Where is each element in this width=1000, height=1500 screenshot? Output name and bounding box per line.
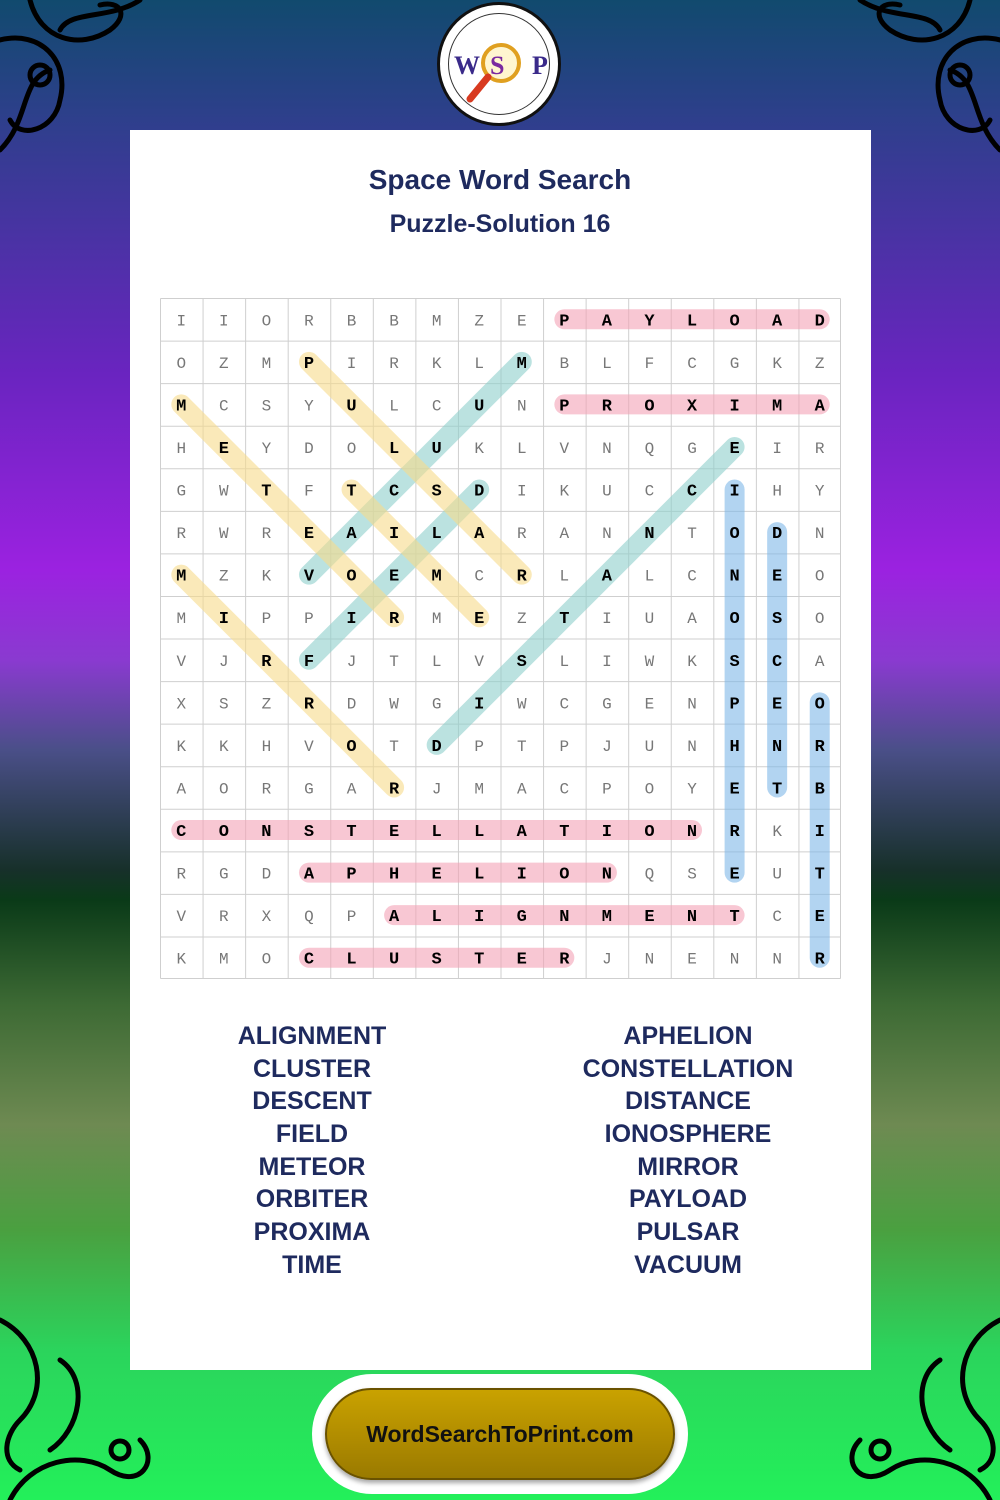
grid-cell: C: [303, 950, 315, 970]
grid-cell: C: [687, 354, 697, 373]
grid-cell: N: [516, 397, 527, 416]
grid-cell: G: [176, 482, 187, 501]
word-list-item: PROXIMA: [253, 1218, 371, 1247]
grid-cell: U: [431, 439, 442, 459]
grid-cell: E: [516, 950, 527, 970]
grid-cell: G: [304, 780, 314, 799]
grid-cell: O: [261, 950, 272, 969]
grid-cell: N: [559, 908, 570, 928]
grid-cell: E: [388, 567, 400, 587]
grid-cell: R: [176, 865, 187, 884]
grid-cell: D: [346, 695, 357, 714]
grid-cell: O: [729, 312, 740, 332]
word-list-item: PAYLOAD: [628, 1185, 748, 1214]
grid-cell: W: [389, 695, 399, 714]
grid-cell: O: [644, 780, 655, 799]
grid-cell: Z: [261, 695, 272, 714]
grid-cell: E: [687, 950, 697, 969]
grid-cell: O: [261, 312, 272, 331]
grid-cell: W: [644, 652, 655, 671]
grid-cell: R: [814, 439, 825, 458]
grid-cell: A: [388, 908, 400, 928]
grid-cell: S: [772, 610, 783, 630]
grid-cell: K: [219, 737, 229, 756]
grid-cell: D: [304, 439, 314, 458]
grid-cell: P: [559, 312, 570, 332]
grid-cell: O: [729, 610, 740, 630]
grid-cell: O: [176, 354, 187, 373]
grid-cell: L: [346, 950, 357, 970]
grid-cell: T: [559, 610, 570, 630]
grid-cell: N: [644, 525, 655, 545]
grid-cell: L: [516, 439, 527, 458]
site-logo[interactable]: [437, 2, 561, 126]
grid-cell: Q: [304, 908, 314, 927]
grid-cell: O: [218, 823, 229, 843]
grid-cell: M: [516, 354, 527, 374]
grid-cell: X: [176, 695, 187, 714]
grid-cell: U: [602, 482, 612, 501]
grid-cell: E: [729, 865, 740, 885]
grid-cell: F: [303, 652, 315, 672]
grid-cell: I: [729, 397, 740, 417]
grid-cell: M: [431, 567, 442, 587]
grid-cell: M: [176, 610, 187, 629]
grid-cell: N: [686, 908, 698, 928]
grid-cell: T: [389, 652, 399, 671]
grid-cell: G: [602, 695, 612, 714]
grid-cell: L: [431, 823, 442, 843]
grid-cell: C: [431, 397, 442, 416]
grid-cell: R: [729, 823, 740, 843]
grid-cell: G: [729, 354, 740, 373]
grid-cell: U: [474, 397, 485, 417]
grid-cell: D: [772, 525, 783, 545]
grid-cell: B: [346, 312, 357, 331]
grid-cell: E: [772, 695, 783, 715]
grid-cell: R: [516, 525, 527, 544]
grid-cell: R: [814, 950, 825, 970]
grid-cell: C: [686, 482, 698, 502]
grid-cell: K: [261, 567, 272, 586]
grid-cell: A: [516, 780, 527, 799]
grid-cell: D: [474, 482, 485, 502]
page-subtitle: Puzzle-Solution 16: [389, 210, 611, 238]
grid-cell: L: [388, 439, 400, 459]
grid-cell: H: [388, 865, 400, 885]
grid-cell: I: [388, 525, 400, 545]
grid-cell: L: [389, 397, 399, 416]
grid-cell: N: [261, 823, 272, 843]
grid-cell: T: [516, 737, 527, 756]
grid-cell: I: [176, 312, 187, 331]
grid-cell: A: [303, 865, 315, 885]
grid-cell: T: [687, 525, 697, 544]
grid-cell: Y: [261, 439, 272, 458]
grid-cell: E: [772, 567, 783, 587]
grid-cell: A: [601, 312, 613, 332]
grid-cell: I: [219, 312, 229, 331]
logo-letter-p: P: [532, 51, 548, 80]
grid-cell: B: [814, 780, 825, 800]
grid-cell: M: [219, 950, 229, 969]
grid-cell: E: [303, 525, 315, 545]
grid-cell: N: [602, 439, 612, 458]
grid-cell: C: [219, 397, 229, 416]
grid-cell: N: [602, 525, 612, 544]
grid-cell: W: [516, 695, 527, 714]
grid-cell: S: [687, 865, 697, 884]
grid-cell: C: [772, 908, 782, 927]
grid-cell: S: [261, 397, 272, 416]
grid-cell: R: [304, 312, 314, 331]
grid-cell: A: [814, 652, 825, 671]
grid-cell: R: [261, 780, 272, 799]
grid-cell: I: [814, 823, 825, 843]
grid-cell: N: [686, 823, 698, 843]
grid-cell: E: [814, 908, 825, 928]
grid-cell: M: [601, 908, 613, 928]
grid-cell: L: [686, 312, 698, 332]
grid-cell: T: [261, 482, 272, 502]
word-list-item: FIELD: [275, 1120, 349, 1149]
word-list-item: VACUUM: [634, 1250, 742, 1279]
grid-cell: E: [431, 865, 442, 885]
grid-cell: M: [772, 397, 783, 417]
grid-cell: T: [772, 780, 783, 800]
grid-cell: N: [772, 737, 783, 757]
grid-cell: T: [474, 950, 485, 970]
grid-cell: I: [474, 908, 485, 928]
grid-cell: K: [772, 823, 782, 842]
grid-cell: V: [559, 439, 570, 458]
website-button[interactable]: [325, 1388, 675, 1480]
grid-cell: L: [431, 908, 442, 928]
grid-cell: U: [772, 865, 782, 884]
grid-cell: E: [218, 439, 229, 459]
grid-cell: H: [729, 737, 740, 757]
grid-cell: E: [729, 780, 740, 800]
grid-cell: G: [431, 695, 442, 714]
grid-cell: I: [474, 695, 485, 715]
grid-cell: R: [814, 737, 825, 757]
grid-cell: A: [601, 567, 613, 587]
grid-cell: D: [814, 312, 825, 332]
grid-cell: U: [346, 397, 357, 417]
grid-cell: R: [261, 525, 272, 544]
word-grid: [160, 298, 841, 979]
website-label: WordSearchToPrint.com: [366, 1420, 634, 1447]
grid-cell: O: [346, 737, 357, 757]
grid-cell: Z: [474, 312, 485, 331]
grid-cell: I: [601, 823, 613, 843]
word-list-item: IONOSPHERE: [604, 1120, 772, 1149]
word-list-item: PULSAR: [636, 1218, 740, 1247]
grid-cell: C: [687, 567, 697, 586]
grid-cell: A: [474, 525, 485, 545]
grid-cell: H: [261, 737, 272, 756]
grid-cell: P: [346, 908, 357, 927]
grid-cell: A: [814, 397, 825, 417]
grid-cell: T: [559, 823, 570, 843]
grid-cell: U: [388, 950, 400, 970]
grid-cell: R: [559, 950, 570, 970]
grid-cell: M: [176, 567, 187, 587]
grid-cell: B: [389, 312, 399, 331]
word-grid-canvas: [160, 298, 841, 979]
grid-cell: E: [644, 908, 655, 928]
grid-cell: A: [772, 312, 783, 332]
grid-cell: T: [389, 737, 399, 756]
grid-cell: A: [346, 525, 357, 545]
grid-cell: L: [431, 525, 442, 545]
grid-cell: S: [729, 652, 740, 672]
grid-cell: P: [474, 737, 485, 756]
grid-cell: P: [261, 610, 272, 629]
grid-cell: M: [431, 610, 442, 629]
grid-cell: O: [814, 610, 825, 629]
grid-cell: G: [687, 439, 697, 458]
grid-cell: Y: [687, 780, 697, 799]
grid-cell: M: [431, 312, 442, 331]
grid-cell: F: [644, 354, 655, 373]
grid-cell: U: [644, 737, 655, 756]
grid-cell: F: [304, 482, 314, 501]
grid-cell: X: [261, 908, 272, 927]
grid-cell: J: [219, 652, 229, 671]
grid-cell: L: [559, 652, 570, 671]
page-title: Space Word Search: [368, 164, 632, 195]
grid-cell: J: [602, 737, 612, 756]
grid-cell: Y: [814, 482, 825, 501]
grid-cell: O: [644, 397, 655, 417]
word-list-item: ALIGNMENT: [237, 1022, 387, 1050]
grid-cell: C: [772, 652, 783, 672]
grid-cell: L: [559, 567, 570, 586]
grid-cell: R: [303, 695, 315, 715]
logo-letter-w: W: [454, 51, 480, 80]
word-list-item: CLUSTER: [252, 1054, 372, 1083]
grid-cell: H: [772, 482, 782, 501]
grid-cell: C: [559, 695, 570, 714]
grid-cell: Q: [644, 439, 655, 458]
grid-cell: R: [219, 908, 229, 927]
grid-cell: A: [346, 780, 357, 799]
grid-cell: P: [729, 695, 740, 715]
grid-cell: Z: [814, 354, 825, 373]
word-list-item: MIRROR: [637, 1152, 739, 1181]
grid-cell: K: [176, 737, 187, 756]
grid-cell: L: [474, 823, 485, 843]
grid-cell: K: [559, 482, 570, 501]
grid-cell: H: [176, 439, 187, 458]
grid-cell: R: [516, 567, 527, 587]
grid-cell: M: [176, 397, 187, 417]
grid-cell: M: [474, 780, 485, 799]
grid-cell: E: [474, 610, 485, 630]
grid-cell: I: [602, 610, 612, 629]
grid-cell: O: [729, 525, 740, 545]
grid-cell: V: [176, 908, 187, 927]
grid-cell: N: [814, 525, 825, 544]
grid-cell: P: [602, 780, 612, 799]
word-list-left: [152, 1020, 472, 1282]
grid-cell: G: [516, 908, 527, 928]
word-list-item: TIME: [282, 1250, 342, 1279]
grid-cell: N: [729, 950, 740, 969]
grid-cell: D: [261, 865, 272, 884]
grid-cell: R: [388, 610, 400, 630]
grid-cell: W: [219, 525, 229, 544]
grid-cell: R: [389, 354, 399, 373]
grid-cell: Y: [644, 312, 655, 332]
grid-cell: O: [559, 865, 570, 885]
word-list-right: [528, 1020, 848, 1282]
grid-cell: O: [644, 823, 655, 843]
word-list-item: ORBITER: [255, 1185, 369, 1214]
grid-cell: R: [261, 652, 272, 672]
grid-cell: S: [431, 482, 442, 502]
grid-cell: N: [687, 695, 697, 714]
grid-cell: Q: [644, 865, 655, 884]
logo-letter-s: S: [490, 51, 505, 80]
grid-cell: S: [516, 652, 527, 672]
grid-cell: J: [346, 652, 357, 671]
grid-cell: A: [687, 610, 697, 629]
grid-cell: C: [388, 482, 400, 502]
grid-cell: J: [602, 950, 612, 969]
grid-cell: V: [303, 567, 315, 587]
grid-cell: T: [346, 823, 357, 843]
grid-cell: P: [304, 610, 314, 629]
word-list-item: APHELION: [623, 1022, 753, 1050]
grid-cell: X: [686, 397, 698, 417]
grid-cell: V: [304, 737, 314, 756]
grid-cell: K: [431, 354, 442, 373]
grid-cell: R: [176, 525, 187, 544]
grid-cell: R: [601, 397, 613, 417]
grid-cell: B: [559, 354, 570, 373]
grid-cell: T: [729, 908, 740, 928]
grid-cell: N: [772, 950, 782, 969]
grid-cell: T: [346, 482, 357, 502]
grid-cell: Z: [219, 354, 229, 373]
grid-cell: K: [176, 950, 187, 969]
grid-cell: N: [729, 567, 740, 587]
grid-cell: Z: [219, 567, 229, 586]
grid-cell: A: [176, 780, 187, 799]
grid-cell: N: [601, 865, 613, 885]
word-list-item: METEOR: [258, 1152, 366, 1181]
grid-cell: I: [602, 652, 612, 671]
grid-cell: E: [516, 312, 527, 331]
grid-cell: S: [219, 695, 229, 714]
grid-cell: P: [559, 737, 570, 756]
grid-cell: A: [516, 823, 527, 843]
grid-cell: P: [346, 865, 357, 885]
grid-cell: N: [687, 737, 697, 756]
grid-cell: L: [474, 865, 485, 885]
word-list-item: CONSTELLATION: [582, 1054, 794, 1083]
grid-cell: M: [261, 354, 272, 373]
grid-cell: C: [644, 482, 655, 501]
grid-cell: P: [559, 397, 570, 417]
grid-cell: O: [346, 439, 357, 458]
grid-cell: L: [431, 652, 442, 671]
grid-cell: P: [303, 354, 315, 374]
grid-cell: I: [346, 354, 357, 373]
grid-cell: U: [644, 610, 655, 629]
grid-cell: A: [559, 525, 570, 544]
grid-cell: I: [516, 482, 527, 501]
grid-cell: C: [176, 823, 187, 843]
grid-cell: I: [218, 610, 229, 630]
grid-cell: D: [431, 737, 442, 757]
grid-cell: W: [219, 482, 229, 501]
grid-cell: R: [388, 780, 400, 800]
grid-cell: O: [814, 567, 825, 586]
word-list-item: DESCENT: [252, 1087, 372, 1116]
grid-cell: G: [219, 865, 229, 884]
grid-cell: K: [772, 354, 782, 373]
grid-cell: S: [303, 823, 315, 843]
grid-cell: C: [474, 567, 485, 586]
grid-cell: E: [644, 695, 655, 714]
grid-cell: L: [602, 354, 612, 373]
grid-cell: T: [814, 865, 825, 885]
grid-cell: O: [219, 780, 229, 799]
grid-cell: E: [388, 823, 400, 843]
grid-cell: V: [176, 652, 187, 671]
grid-cell: I: [346, 610, 357, 630]
grid-cell: Z: [516, 610, 527, 629]
grid-cell: E: [729, 439, 740, 459]
grid-cell: O: [346, 567, 357, 587]
grid-cell: J: [431, 780, 442, 799]
grid-cell: L: [474, 354, 485, 373]
grid-cell: S: [431, 950, 442, 970]
grid-cell: I: [516, 865, 527, 885]
word-list-item: DISTANCE: [625, 1087, 751, 1116]
grid-cell: N: [644, 950, 655, 969]
grid-cell: L: [644, 567, 655, 586]
grid-cell: V: [474, 652, 485, 671]
grid-cell: O: [814, 695, 825, 715]
grid-cell: Y: [304, 397, 314, 416]
grid-cell: K: [474, 439, 485, 458]
grid-cell: C: [559, 780, 570, 799]
grid-cell: I: [772, 439, 782, 458]
grid-cell: I: [729, 482, 740, 502]
grid-cell: K: [687, 652, 697, 671]
